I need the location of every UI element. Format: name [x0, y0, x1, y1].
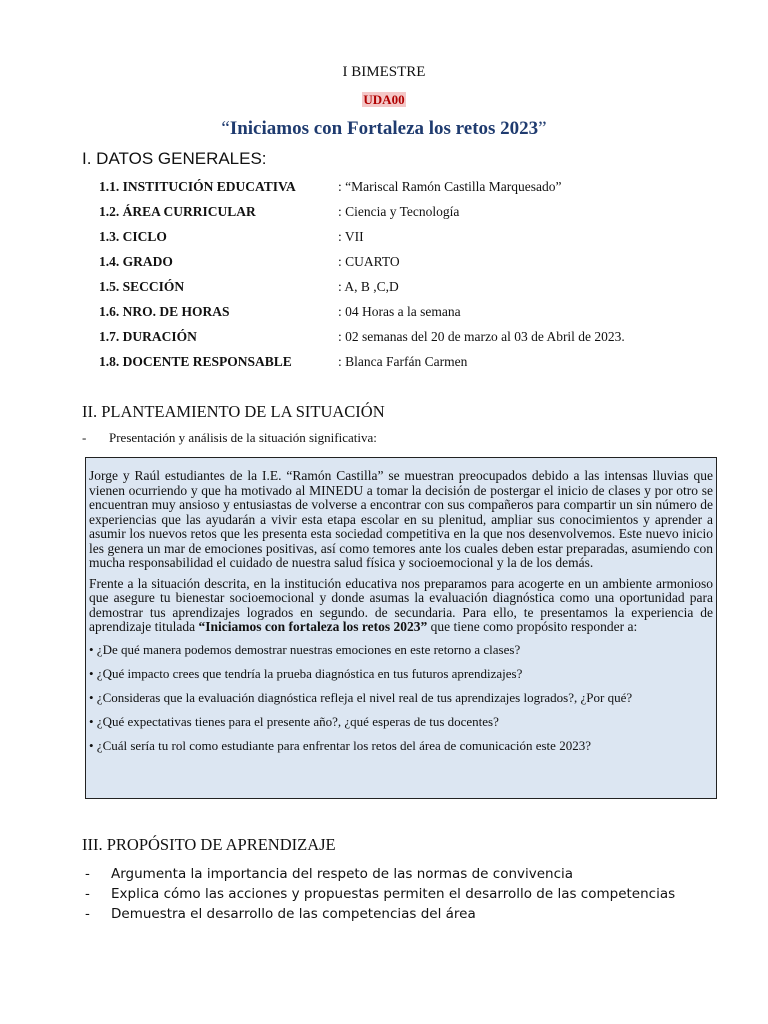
datos-value-duracion: : 02 semanas del 20 de marzo al 03 de Abril de 2023.	[338, 329, 625, 344]
document-title: “Iniciamos con Fortaleza los retos 2023”	[221, 118, 547, 139]
section-heading-datos-generales: I. DATOS GENERALES:	[82, 149, 267, 168]
datos-label-docente: 1.8. DOCENTE RESPONSABLE	[99, 354, 292, 369]
purpose-item-text: Argumenta la importancia del respeto de las normas de convivencia	[111, 866, 574, 882]
purpose-item-text: Demuestra el desarrollo de las competencias del área	[111, 906, 476, 922]
document-title-text: Iniciamos con Fortaleza los retos 2023	[229, 118, 539, 139]
datos-label-seccion: 1.5. SECCIÓN	[99, 279, 185, 294]
datos-value-area: : Ciencia y Tecnología	[338, 204, 460, 219]
purpose-item	[85, 906, 476, 922]
purpose-item	[85, 866, 573, 882]
datos-value-docente: : Blanca Farfán Carmen	[338, 354, 468, 369]
datos-value-seccion: : A, B ,C,D	[338, 279, 399, 294]
bullet-dash: -	[85, 886, 90, 902]
datos-label-ciclo: 1.3. CICLO	[99, 229, 167, 244]
situation-paragraph-2-text-a: Frente a la situación descrita, en la institución educativa nos preparamos para acogerte en un ambiente armonioso que asegure tu bienestar socioemocional y donde asumas la evaluación diagnóstica como una oportunidad para demostrar tus aprendizajes logrados en segundo. de secundaria. Para ello, te presentamos la experiencia de aprendizaje titulada	[89, 575, 713, 634]
situation-paragraph-2-text-b: que tiene como propósito responder a:	[427, 619, 638, 634]
datos-value-grado: : CUARTO	[338, 254, 400, 269]
section-heading-proposito: III. PROPÓSITO DE APRENDIZAJE	[82, 835, 336, 854]
bullet-dash: -	[85, 906, 90, 922]
datos-value-ciclo: : VII	[338, 229, 364, 244]
situation-intro-text: Presentación y análisis de la situación significativa:	[109, 430, 377, 445]
datos-label-grado: 1.4. GRADO	[99, 254, 173, 269]
datos-label-institucion: 1.1. INSTITUCIÓN EDUCATIVA	[99, 179, 296, 194]
datos-label-horas: 1.6. NRO. DE HORAS	[99, 304, 230, 319]
datos-value-institucion: : “Mariscal Ramón Castilla Marquesado”	[338, 179, 562, 194]
purpose-item-text: Explica cómo las acciones y propuestas permiten el desarrollo de las competencias	[111, 886, 676, 902]
situation-box	[85, 457, 717, 799]
situation-paragraph-1: Jorge y Raúl estudiantes de la I.E. “Ramón Castilla” se muestran preocupados debido a las intensas lluvias que vienen ocurriendo y que ha motivado al MINEDU a tomar la decisión de postergar el inicio de clases y por otro se encuentran muy ansioso y entusiastas de volverse a encontrar con sus compañeros para compartir un sin número de experiencias que las ayudarán a vivir esta etapa escolar en su plenitud, ampliar sus conocimientos y aprender a asumir los nuevos retos que les presenta esta sociedad competitiva en la que nos desenvolvemos. Este nuevo inicio les genera un mar de emociones positivas, así como temores ante los cuales deben estar preparadas, asumiendo con mucha responsabilidad el cuidado de nuestra salud física y socioemocional y la de los demás.	[89, 468, 713, 570]
situation-intro	[82, 430, 377, 446]
purpose-item	[85, 886, 675, 902]
datos-label-area: 1.2. ÁREA CURRICULAR	[99, 204, 256, 219]
bimester-heading: I BIMESTRE	[342, 64, 426, 80]
question-item: • ¿Qué expectativas tienes para el presente año?, ¿qué esperas de tus docentes?	[89, 713, 499, 729]
question-item: • ¿De qué manera podemos demostrar nuestras emociones en este retorno a clases?	[89, 641, 521, 657]
situation-paragraph-2	[89, 577, 713, 635]
section-heading-planteamiento: II. PLANTEAMIENTO DE LA SITUACIÓN	[82, 402, 385, 421]
experience-title: “Iniciamos con fortaleza los retos 2023”	[198, 619, 428, 634]
bullet-dash: -	[82, 430, 87, 445]
uda-code	[0, 92, 768, 108]
question-item: • ¿Consideras que la evaluación diagnóstica refleja el nivel real de tus aprendizajes logrados?, ¿Por qué?	[89, 689, 633, 705]
bullet-dash: -	[85, 866, 90, 882]
question-item: • ¿Cuál sería tu rol como estudiante para enfrentar los retos del área de comunicación este 2023?	[89, 737, 591, 753]
datos-label-duracion: 1.7. DURACIÓN	[99, 329, 197, 344]
datos-value-horas: : 04 Horas a la semana	[338, 304, 461, 319]
uda-code-label: UDA00	[363, 92, 405, 107]
question-item: • ¿Qué impacto crees que tendría la prueba diagnóstica en tus futuros aprendizajes?	[89, 665, 523, 681]
